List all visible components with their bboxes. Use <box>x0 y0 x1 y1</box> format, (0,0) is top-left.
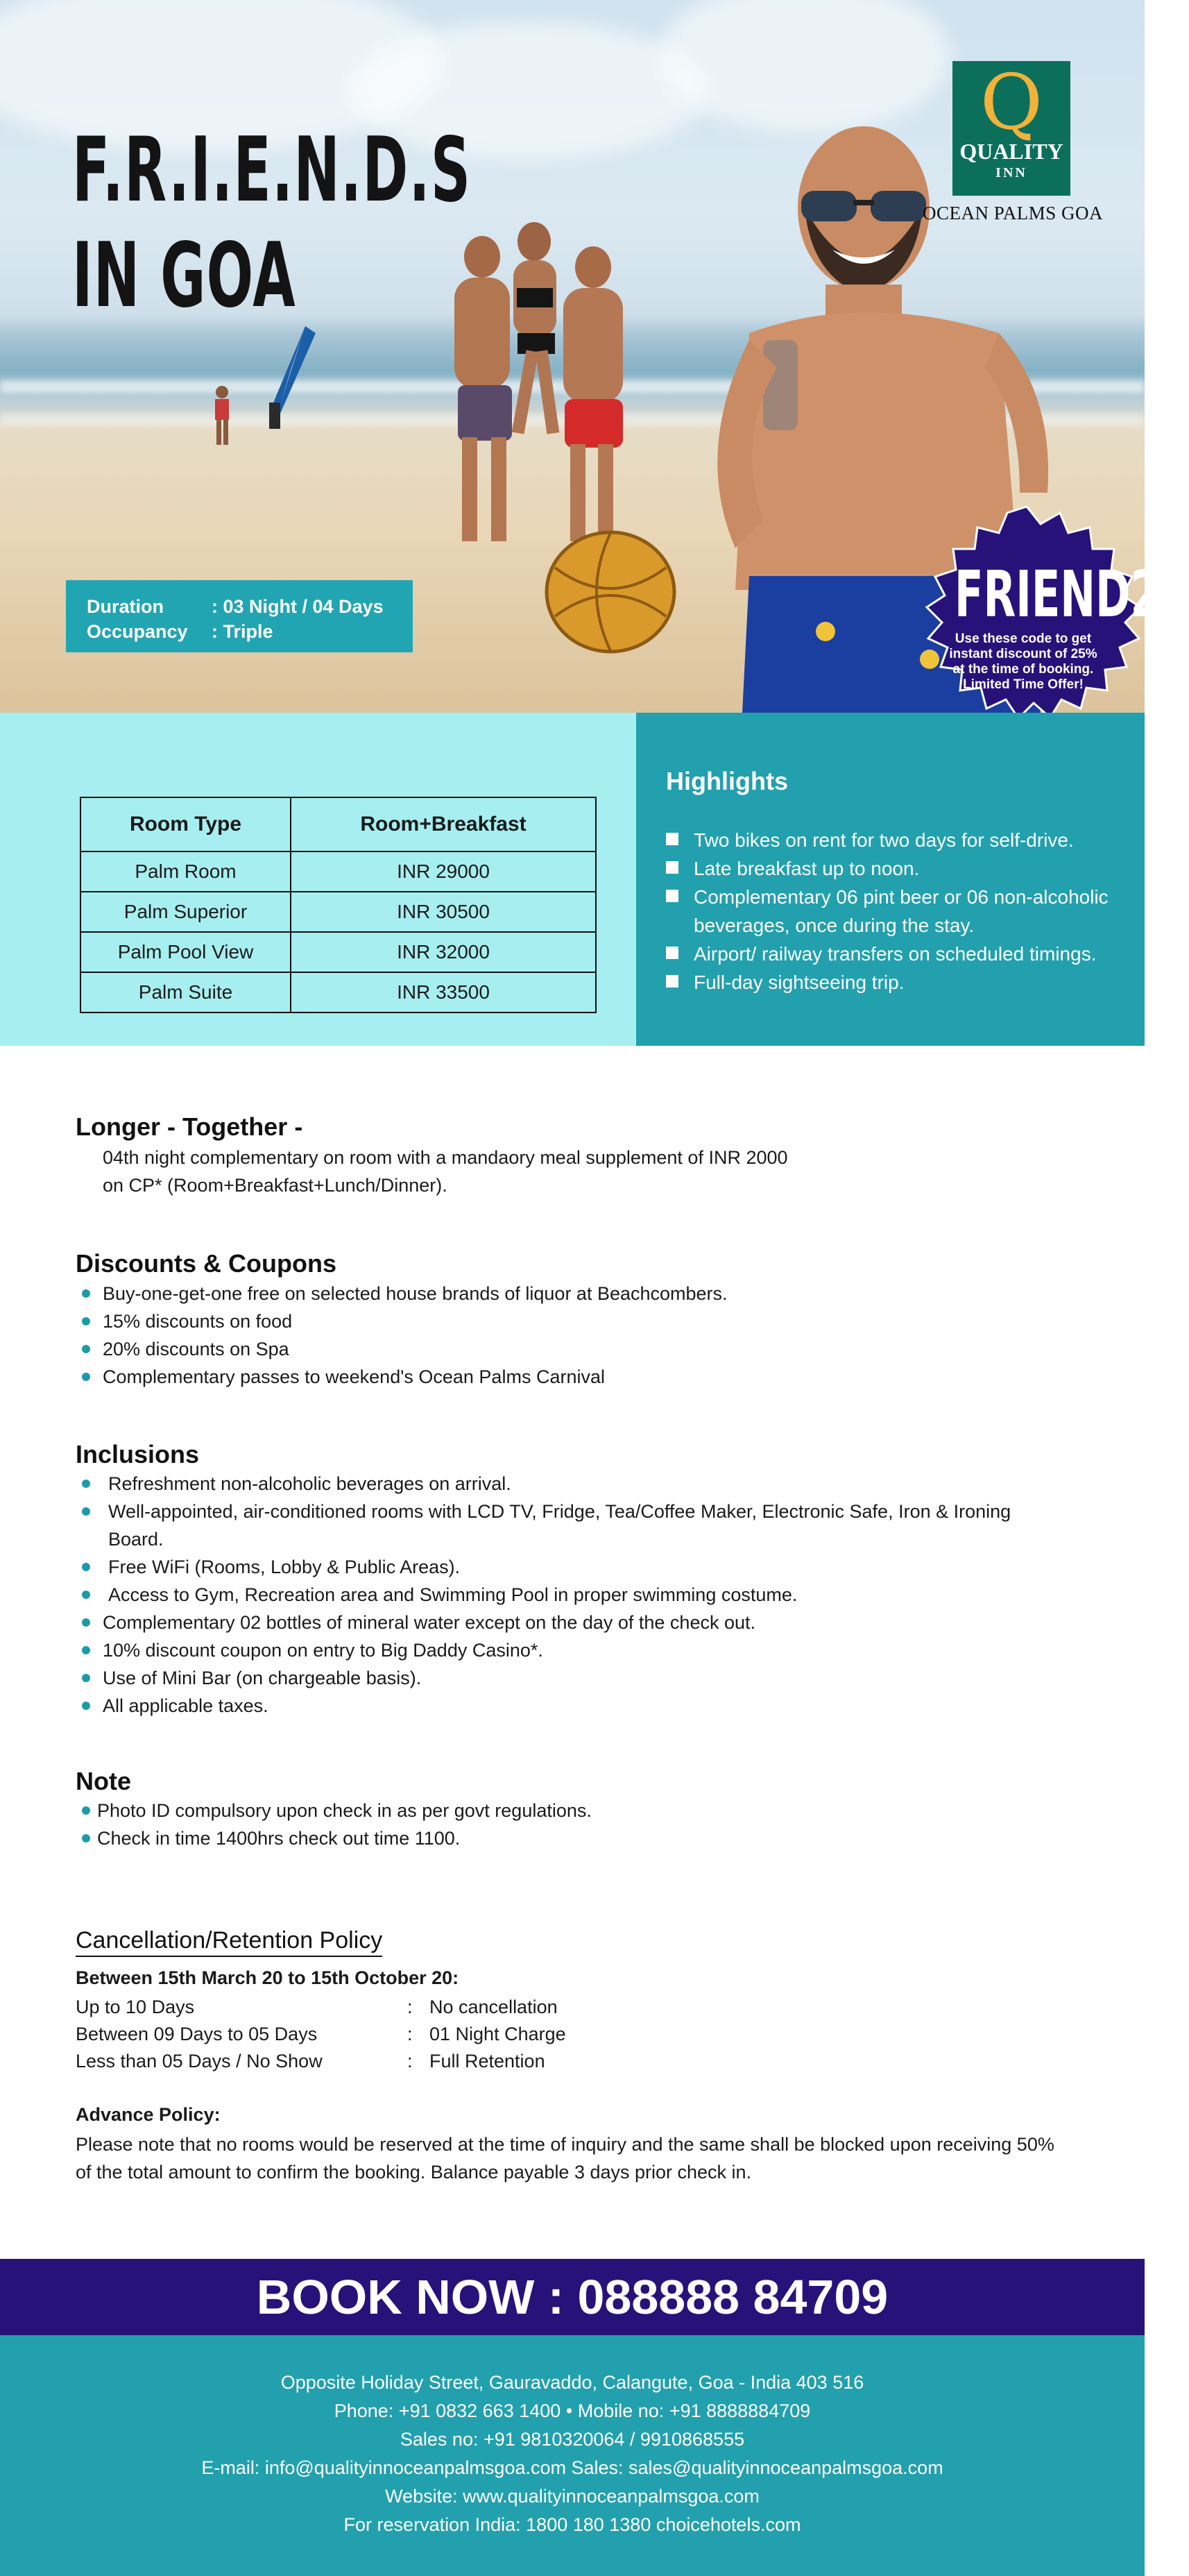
occupancy-row <box>87 619 392 644</box>
list-item: Photo ID compulsory upon check in as per govt regulations. <box>78 1797 592 1824</box>
footer-sales-phone[interactable]: Sales no: +91 9810320064 / 9910868555 <box>400 2429 745 2450</box>
cancellation-window: Between 09 Days to 05 Days <box>76 2024 318 2044</box>
room-type-cell: Palm Superior <box>80 892 291 932</box>
cancellation-row <box>76 2021 566 2048</box>
cancellation-window: Up to 10 Days <box>76 1997 195 2017</box>
occupancy-label: Occupancy <box>87 621 188 642</box>
longer-together-line: on CP* (Room+Breakfast+Lunch/Dinner). <box>103 1175 447 1196</box>
cancellation-charge: No cancellation <box>429 1997 558 2017</box>
footer-website[interactable]: Website: www.qualityinnoceanpalmsgoa.com <box>385 2486 760 2507</box>
list-item: Check in time 1400hrs check out time 1100. <box>78 1824 592 1852</box>
cancellation-table <box>76 1994 566 2075</box>
list-item: Complementary 02 bottles of mineral water except on the day of the check out. <box>78 1609 1014 1636</box>
table-row <box>80 932 596 972</box>
footer-email[interactable]: E-mail: info@qualityinnoceanpalmsgoa.com Sales: sales@qualityinnoceanpalmsgoa.com <box>201 2457 943 2478</box>
list-item: Free WiFi (Rooms, Lobby & Public Areas). <box>78 1553 1014 1581</box>
column-header-room-type: Room Type <box>80 797 291 851</box>
room-price-cell: INR 29000 <box>291 851 596 892</box>
highlight-item: Complementary 06 pint beer or 06 non-alcoholic beverages, once during the stay. <box>666 883 1138 940</box>
title-line-2: IN GOA <box>72 224 296 328</box>
duration-row <box>87 594 392 619</box>
longer-together-title: Longer - Together - <box>76 1112 303 1141</box>
highlight-item: Two bikes on rent for two days for self-drive. <box>666 826 1138 854</box>
longer-together-line: 04th night complementary on room with a mandaory meal supplement of INR 2000 <box>103 1147 788 1168</box>
cancellation-row <box>76 2048 566 2075</box>
cancellation-period: Between 15th March 20 to 15th October 20: <box>76 1967 459 1988</box>
cancellation-separator: : <box>407 2024 413 2044</box>
table-header-row <box>80 797 596 851</box>
list-item: Well-appointed, air-conditioned rooms with LCD TV, Fridge, Tea/Coffee Maker, Electronic Safe, Iron & Ironing Board. <box>78 1498 1014 1553</box>
discounts-title: Discounts & Coupons <box>76 1249 336 1278</box>
contact-footer <box>0 2335 1145 2576</box>
trip-info-box <box>66 580 413 652</box>
list-item: 20% discounts on Spa <box>78 1335 728 1363</box>
logo-brand: QUALITY <box>959 139 1063 164</box>
table-row <box>80 892 596 932</box>
highlight-item: Full-day sightseeing trip. <box>666 968 1138 997</box>
list-item: Use of Mini Bar (on chargeable basis). <box>78 1664 1014 1692</box>
windsurfer-image <box>264 326 319 430</box>
promo-code: FRIEND25 <box>955 557 1189 632</box>
highlight-item: Airport/ railway transfers on scheduled timings. <box>666 940 1138 968</box>
highlight-item: Late breakfast up to noon. <box>666 854 1138 883</box>
footer-reservation[interactable]: For reservation India: 1800 180 1380 choicehotels.com <box>343 2514 801 2535</box>
footer-address: Opposite Holiday Street, Gauravaddo, Calangute, Goa - India 403 516 <box>280 2372 864 2393</box>
list-item: Access to Gym, Recreation area and Swimming Pool in proper swimming costume. <box>78 1581 1014 1609</box>
list-item: 15% discounts on food <box>78 1307 728 1335</box>
note-title: Note <box>76 1767 131 1795</box>
list-item: All applicable taxes. <box>78 1692 1014 1720</box>
cancellation-separator: : <box>407 1997 413 2017</box>
table-row <box>80 972 596 1012</box>
promo-badge <box>919 557 1189 693</box>
room-price-cell: INR 32000 <box>291 932 596 972</box>
highlights-title: Highlights <box>666 767 788 795</box>
highlights-list <box>666 826 1138 997</box>
duration-value: : 03 Night / 04 Days <box>212 596 384 617</box>
duration-label: Duration <box>87 596 164 617</box>
hero-banner <box>0 0 1189 713</box>
footer-phone[interactable]: Phone: +91 0832 663 1400 • Mobile no: +91 8888884709 <box>334 2400 811 2421</box>
room-price-cell: INR 33500 <box>291 972 596 1012</box>
hotel-name: OCEAN PALMS GOA <box>922 203 1104 223</box>
list-item: 10% discount coupon on entry to Big Daddy Casino*. <box>78 1636 1014 1664</box>
title-line-1: F.R.I.E.N.D.S <box>72 119 472 222</box>
advance-policy-title: Advance Policy: <box>76 2104 221 2125</box>
note-list <box>78 1797 592 1852</box>
rattan-ball-image <box>541 526 680 658</box>
longer-together-text <box>103 1144 788 1199</box>
book-now-button[interactable]: BOOK NOW : 088888 84709 <box>0 2259 1145 2335</box>
promo-description: Use these code to get instant discount of 25% at the time of booking. Limited Time Offer! <box>949 632 1097 692</box>
cancellation-separator: : <box>407 2051 413 2071</box>
cancellation-row <box>76 1994 566 2021</box>
cancellation-charge: Full Retention <box>429 2051 545 2071</box>
room-type-cell: Palm Room <box>80 851 291 892</box>
cancellation-charge: 01 Night Charge <box>429 2024 566 2044</box>
room-rates-table <box>80 797 597 1013</box>
table-row <box>80 851 596 892</box>
list-item: Refreshment non-alcoholic beverages on arrival. <box>78 1470 1014 1498</box>
page-title <box>72 118 471 329</box>
inclusions-title: Inclusions <box>76 1440 200 1468</box>
cancellation-title: Cancellation/Retention Policy <box>76 1927 382 1957</box>
occupancy-value: : Triple <box>212 621 273 642</box>
advance-policy-text: Please note that no rooms would be reserved at the time of inquiry and the same shall be blocked upon receiving 50% of the total amount to confirm the booking. Balance payable 3 days prior check in. <box>76 2134 1054 2183</box>
beachgoer-image <box>208 385 236 448</box>
inclusions-list <box>78 1470 1014 1720</box>
room-price-cell: INR 30500 <box>291 892 596 932</box>
list-item: Buy-one-get-one free on selected house brands of liquor at Beachcombers. <box>78 1280 728 1307</box>
cancellation-window: Less than 05 Days / No Show <box>76 2051 323 2071</box>
room-type-cell: Palm Suite <box>80 972 291 1012</box>
list-item: Complementary passes to weekend's Ocean Palms Carnival <box>78 1363 728 1391</box>
column-header-room-breakfast: Room+Breakfast <box>291 797 596 851</box>
logo-brand-sub: INN <box>995 165 1027 180</box>
room-type-cell: Palm Pool View <box>80 932 291 972</box>
quality-inn-logo <box>952 58 1070 196</box>
discounts-list <box>78 1280 728 1391</box>
logo-q-icon: Q <box>980 58 1043 146</box>
